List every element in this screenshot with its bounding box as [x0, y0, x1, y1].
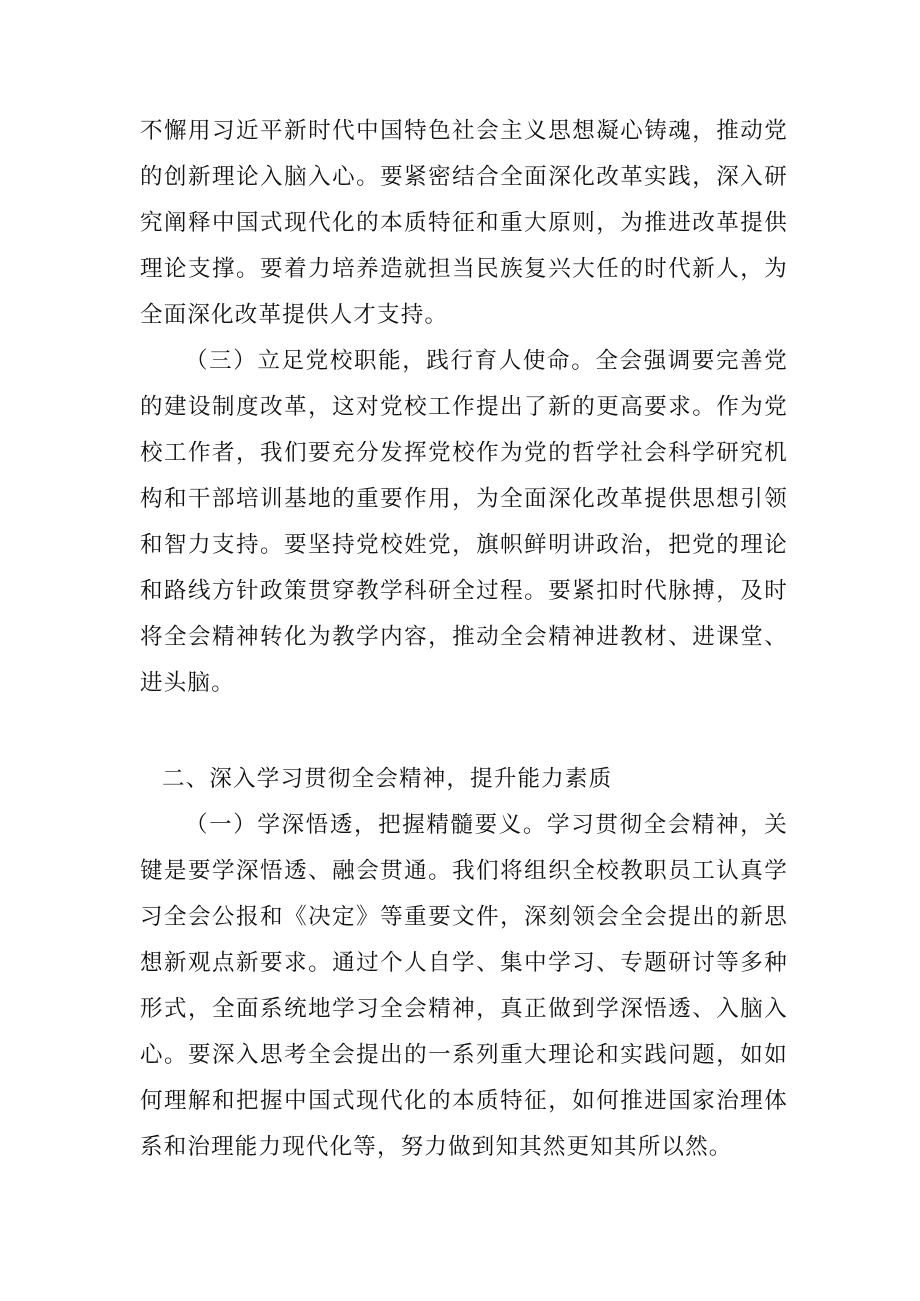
paragraph-subsection-one: （一）学深悟透，把握精髓要义。学习贯彻全会精神，关键是要学深悟透、融会贯通。我们将组织全校教职员工认真学习全会公报和《决定》等重要文件，深刻领会全会提出的新思想新观点新要求。通过个人自学、集中学习、专题研讨等多种形式，全面系统地学习全会精神，真正做到学深悟透、入脑入心。要深入思考全会提出的一系列重大理论和实践问题，如如何理解和把握中国式现代化的本质特征，如何推进国家治理体系和治理能力现代化等，努力做到知其然更知其所以然。 — [140, 812, 788, 1160]
document-body — [140, 108, 788, 1170]
paragraph-continued: 不懈用习近平新时代中国特色社会主义思想凝心铸魂，推动党的创新理论入脑入心。要紧密结合全面深化改革实践，深入研究阐释中国式现代化的本质特征和重大原则，为推进改革提供理论支撑。要着力培养造就担当民族复兴大任的时代新人，为全面深化改革提供人才支持。 — [140, 118, 788, 328]
paragraph-section-three: （三）立足党校职能，践行育人使命。全会强调要完善党的建设制度改革，这对党校工作提出了新的更高要求。作为党校工作者，我们要充分发挥党校作为党的哲学社会科学研究机构和干部培训基地的重要作用，为全面深化改革提供思想引领和智力支持。要坚持党校姓党，旗帜鲜明讲政治，把党的理论和路线方针政策贯穿教学科研全过程。要紧扣时代脉搏，及时将全会精神转化为教学内容，推动全会精神进教材、进课堂、进头脑。 — [140, 348, 788, 696]
section-heading: 二、深入学习贯彻全会精神，提升能力素质 — [162, 766, 613, 792]
